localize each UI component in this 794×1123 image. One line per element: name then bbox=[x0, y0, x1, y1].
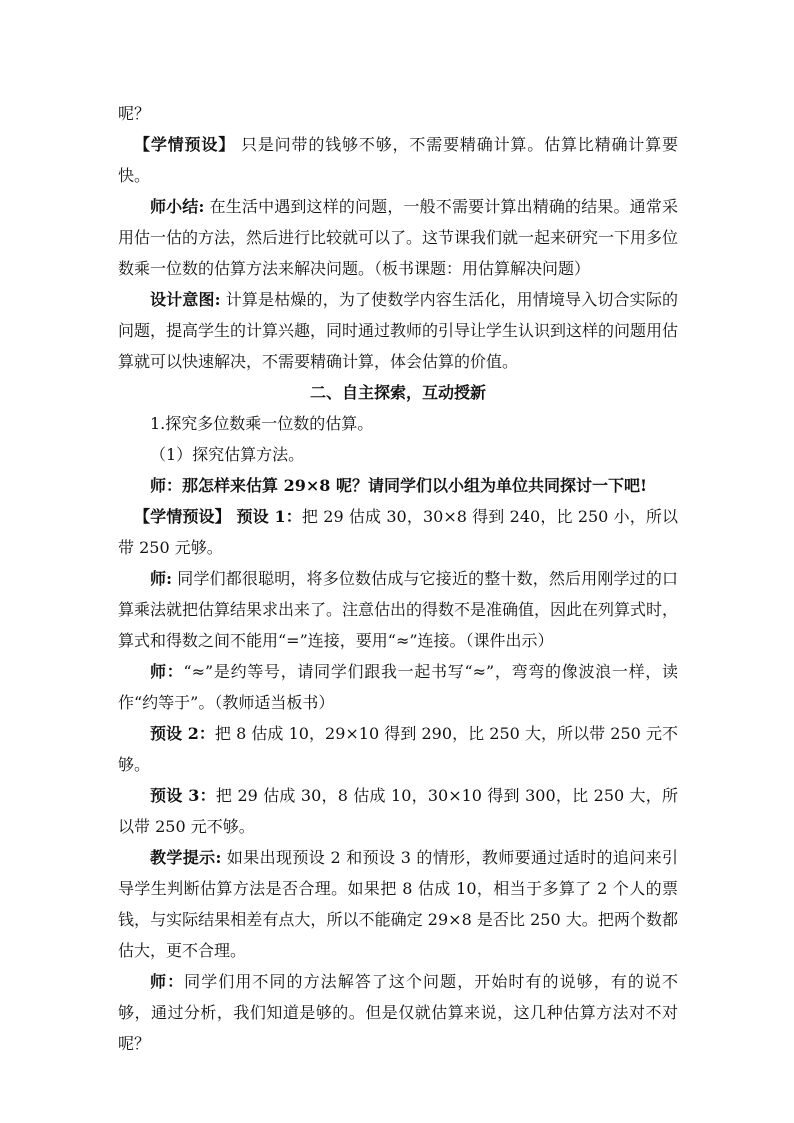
paragraph-text: 把 29 估成 30，30×8 得到 240，比 250 小，所以带 250 元够。 bbox=[118, 507, 678, 557]
paragraph-student-presumption bbox=[118, 129, 678, 191]
paragraph-label: 预设 3： bbox=[150, 786, 216, 805]
paragraph-subsection-1 bbox=[118, 408, 678, 439]
paragraph-teaching-tip bbox=[118, 842, 678, 966]
paragraph-text: 同学们用不同的方法解答了这个问题，开始时有的说够，有的说不够，通过分析，我们知道是够的。但是仅就估算来说，这几种估算方法对不对呢？ bbox=[118, 972, 678, 1053]
paragraph-design-intent bbox=[118, 284, 678, 377]
paragraph-presumption-2 bbox=[118, 718, 678, 780]
paragraph-subsection-1-1 bbox=[118, 439, 678, 470]
paragraph-teacher-approx-sign bbox=[118, 656, 678, 718]
paragraph-label: 师: bbox=[150, 569, 173, 588]
paragraph-text: （1）探究估算方法。 bbox=[150, 445, 305, 464]
paragraph-text: 在生活中遇到这样的问题，一般不需要计算出精确的结果。通常采用估一估的方法，然后进行比较就可以了。这节课我们就一起来研究一下用多位数乘一位数的估算方法来解决问题。（板书课题：用估算解决问题） bbox=[118, 197, 679, 278]
paragraph-text: 那怎样来估算 29×8 呢？请同学们以小组为单位共同探讨一下吧! bbox=[182, 476, 647, 495]
paragraph-label-secondary: 预设 1： bbox=[230, 507, 302, 526]
paragraph-text: 只是问带的钱够不够，不需要精确计算。估算比精确计算要快。 bbox=[118, 135, 678, 185]
paragraph-teacher-explanation bbox=[118, 563, 678, 656]
document-page bbox=[118, 98, 678, 1059]
paragraph-label: 【学情预设】 bbox=[134, 507, 231, 526]
paragraph-presumption-3 bbox=[118, 780, 678, 842]
paragraph-label: 师： bbox=[150, 972, 185, 991]
paragraph-text: 呢？ bbox=[118, 104, 151, 123]
paragraph-text: 如果出现预设 2 和预设 3 的情形，教师要通过适时的追问来引导学生判断估算方法是否合理。如果把 8 估成 10，相当于多算了 2 个人的票钱，与实际结果相差有点大，所以不能确定 29×8 是否比 250 大。把两个数都估大，更不合理。 bbox=[118, 848, 678, 960]
paragraph-teacher-question bbox=[118, 470, 678, 501]
paragraph-label: 设计意图: bbox=[150, 290, 221, 309]
paragraph-text: 把 29 估成 30，8 估成 10，30×10 得到 300，比 250 大，所以带 250 元不够。 bbox=[118, 786, 678, 836]
paragraph-continuation bbox=[118, 98, 678, 129]
section-heading: 二、自主探索，互动授新 bbox=[309, 383, 486, 402]
paragraph-text: 把 8 估成 10，29×10 得到 290，比 250 大，所以带 250 元不够。 bbox=[118, 724, 678, 774]
paragraph-label: 师： bbox=[150, 662, 184, 681]
paragraph-teacher-summary bbox=[118, 191, 678, 284]
paragraph-text: “≈”是约等号，请同学们跟我一起书写“≈”，弯弯的像波浪一样，读作“约等于”。（教师适当板书） bbox=[118, 662, 678, 712]
paragraph-label: 【学情预设】 bbox=[134, 135, 236, 154]
paragraph-text: 1.探究多位数乘一位数的估算。 bbox=[150, 414, 374, 433]
paragraph-label: 预设 2： bbox=[150, 724, 215, 743]
paragraph-label: 教学提示: bbox=[150, 848, 222, 867]
paragraph-presumption-1 bbox=[118, 501, 678, 563]
paragraph-teacher-conclusion bbox=[118, 966, 678, 1059]
paragraph-text: 计算是枯燥的，为了使数学内容生活化，用情境导入切合实际的问题，提高学生的计算兴趣，同时通过教师的引导让学生认识到这样的问题用估算就可以快速解决，不需要精确计算，体会估算的价值。 bbox=[118, 290, 679, 371]
paragraph-label: 师： bbox=[150, 476, 183, 495]
paragraph-label: 师小结: bbox=[150, 197, 205, 216]
paragraph-text: 同学们都很聪明，将多位数估成与它接近的整十数，然后用刚学过的口算乘法就把估算结果求出来了。注意估出的得数不是准确值，因此在列算式时，算式和得数之间不能用“=”连接，要用“≈”连接。（课件出示） bbox=[118, 569, 679, 650]
